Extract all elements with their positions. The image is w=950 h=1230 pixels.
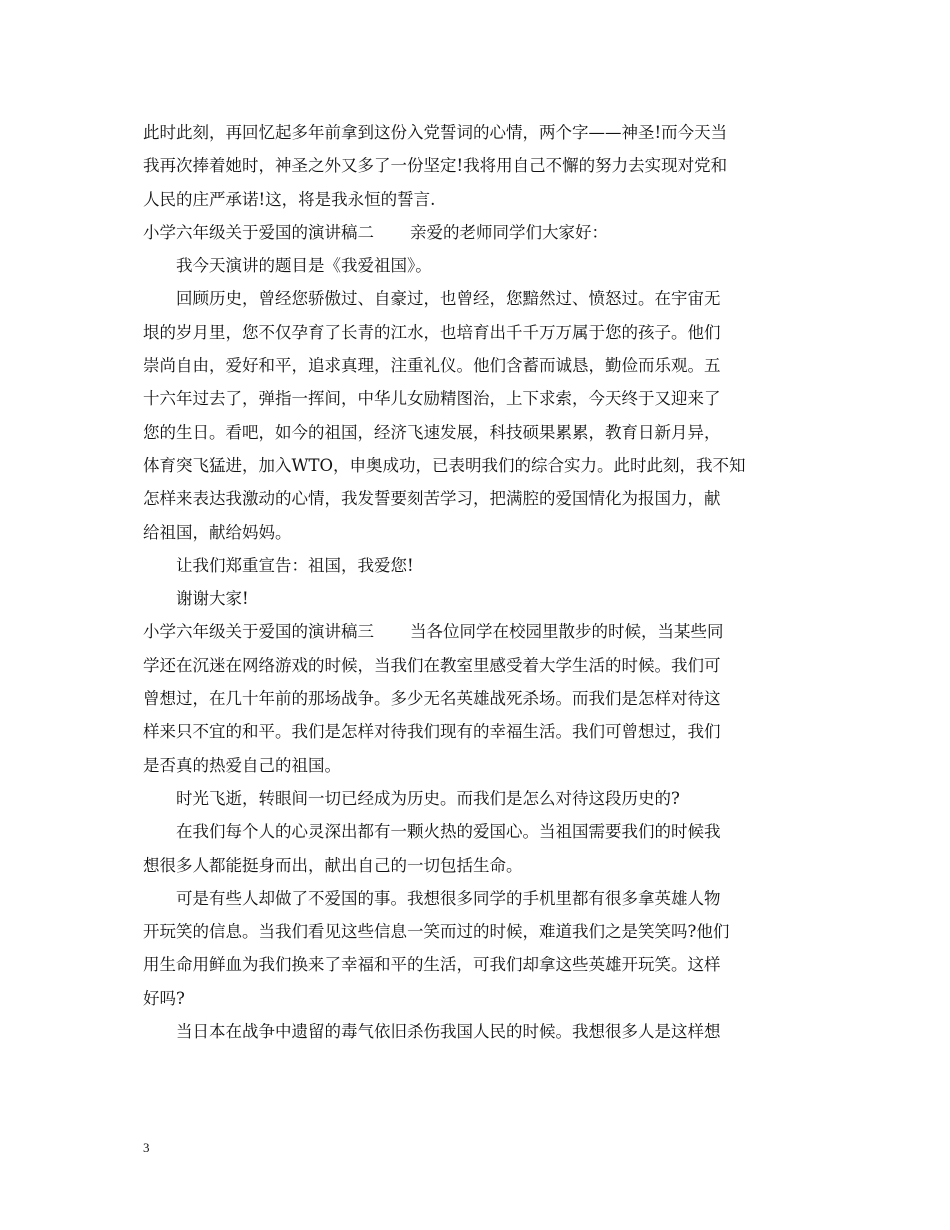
line-text: 给祖国，献给妈妈。 [143, 522, 292, 542]
line-text: 曾想过，在几十年前的那场战争。多少无名英雄战死杀场。而我们是怎样对待这 [143, 689, 721, 709]
line-text: 怎样来表达我激动的心情，我发誓要刻苦学习，把满腔的爱国情化为报国力，献 [143, 489, 721, 509]
text-line [143, 749, 809, 782]
text-line [143, 915, 809, 948]
line-text: 好吗? [143, 988, 185, 1008]
line-text: 回顾历史，曾经您骄傲过、自豪过，也曾经，您黯然过、愤怒过。在宇宙无 [176, 289, 721, 309]
document-body [143, 116, 809, 1048]
line-text: 开玩笑的信息。当我们看见这些信息一笑而过的时候，难道我们之是笑笑吗?他们 [143, 922, 730, 942]
line-text: 是否真的热爱自己的祖国。 [143, 755, 341, 775]
section-heading-line [143, 615, 809, 648]
text-line [143, 882, 809, 915]
line-text: 时光飞逝，转眼间一切已经成为历史。而我们是怎么对待这段历史的? [176, 788, 680, 808]
line-text: 当各位同学在校园里散步的时候，当某些同 [410, 622, 724, 642]
line-text: 可是有些人却做了不爱国的事。我想很多同学的手机里都有很多拿英雄人物 [176, 888, 721, 908]
line-text: 让我们郑重宣告：祖国，我爱您! [176, 555, 414, 575]
text-line [143, 382, 809, 415]
line-text: 想很多人都能挺身而出，献出自己的一切包括生命。 [143, 855, 523, 875]
text-line [143, 416, 809, 449]
line-text: 用生命用鲜血为我们换来了幸福和平的生活，可我们却拿这些英雄开玩笑。这样 [143, 955, 721, 975]
line-text: 亲爱的老师同学们大家好： [410, 222, 608, 242]
text-line [143, 482, 809, 515]
line-text: 崇尚自由，爱好和平，追求真理，注重礼仪。他们含蓄而诚恳，勤俭而乐观。五 [143, 356, 721, 376]
text-line [143, 116, 809, 149]
line-text: 此时此刻，再回忆起多年前拿到这份入党誓词的心情，两个字——神圣!而今天当 [143, 123, 728, 142]
text-line [143, 549, 809, 582]
text-line [143, 849, 809, 882]
line-text: 在我们每个人的心灵深出都有一颗火热的爱国心。当祖国需要我们的时候我 [176, 822, 721, 842]
text-line [143, 316, 809, 349]
line-text: 人民的庄严承诺!这，将是我永恒的誓言. [143, 189, 436, 209]
section-heading-line [143, 216, 809, 249]
page-number: 3 [143, 1140, 150, 1155]
line-text: 学还在沉迷在网络游戏的时候，当我们在教室里感受着大学生活的时候。我们可 [143, 655, 721, 675]
text-line [143, 782, 809, 815]
text-line [143, 149, 809, 182]
text-line [143, 282, 809, 315]
section-title: 小学六年级关于爱国的演讲稿二 [143, 222, 374, 242]
section-title: 小学六年级关于爱国的演讲稿三 [143, 622, 374, 642]
text-line [143, 1015, 809, 1048]
line-text: 体育突飞猛进，加入WTO，申奥成功，已表明我们的综合实力。此时此刻，我不知 [143, 455, 746, 475]
line-text: 垠的岁月里，您不仅孕育了长青的江水，也培育出千千万万属于您的孩子。他们 [143, 322, 721, 342]
text-line [143, 582, 809, 615]
text-line [143, 815, 809, 848]
line-text: 十六年过去了，弹指一挥间，中华儿女励精图治，上下求索，今天终于又迎来了 [143, 389, 721, 409]
text-line [143, 682, 809, 715]
text-line [143, 449, 809, 482]
text-line [143, 516, 809, 549]
text-line [143, 349, 809, 382]
text-line [143, 715, 809, 748]
line-text: 我再次捧着她时，神圣之外又多了一份坚定!我将用自己不懈的努力去实现对党和 [143, 156, 728, 176]
text-line [143, 948, 809, 981]
line-text: 您的生日。看吧，如今的祖国，经济飞速发展，科技硕果累累，教育日新月异， [143, 422, 721, 442]
line-text: 谢谢大家! [176, 589, 249, 609]
text-line [143, 649, 809, 682]
text-line [143, 249, 809, 282]
line-text: 样来只不宜的和平。我们是怎样对待我们现有的幸福生活。我们可曾想过，我们 [143, 722, 721, 742]
text-line [143, 982, 809, 1015]
line-text: 我今天演讲的题目是《我爱祖国》。 [176, 256, 432, 276]
line-text: 当日本在战争中遗留的毒气依旧杀伤我国人民的时候。我想很多人是这样想 [176, 1022, 721, 1042]
text-line [143, 183, 809, 216]
